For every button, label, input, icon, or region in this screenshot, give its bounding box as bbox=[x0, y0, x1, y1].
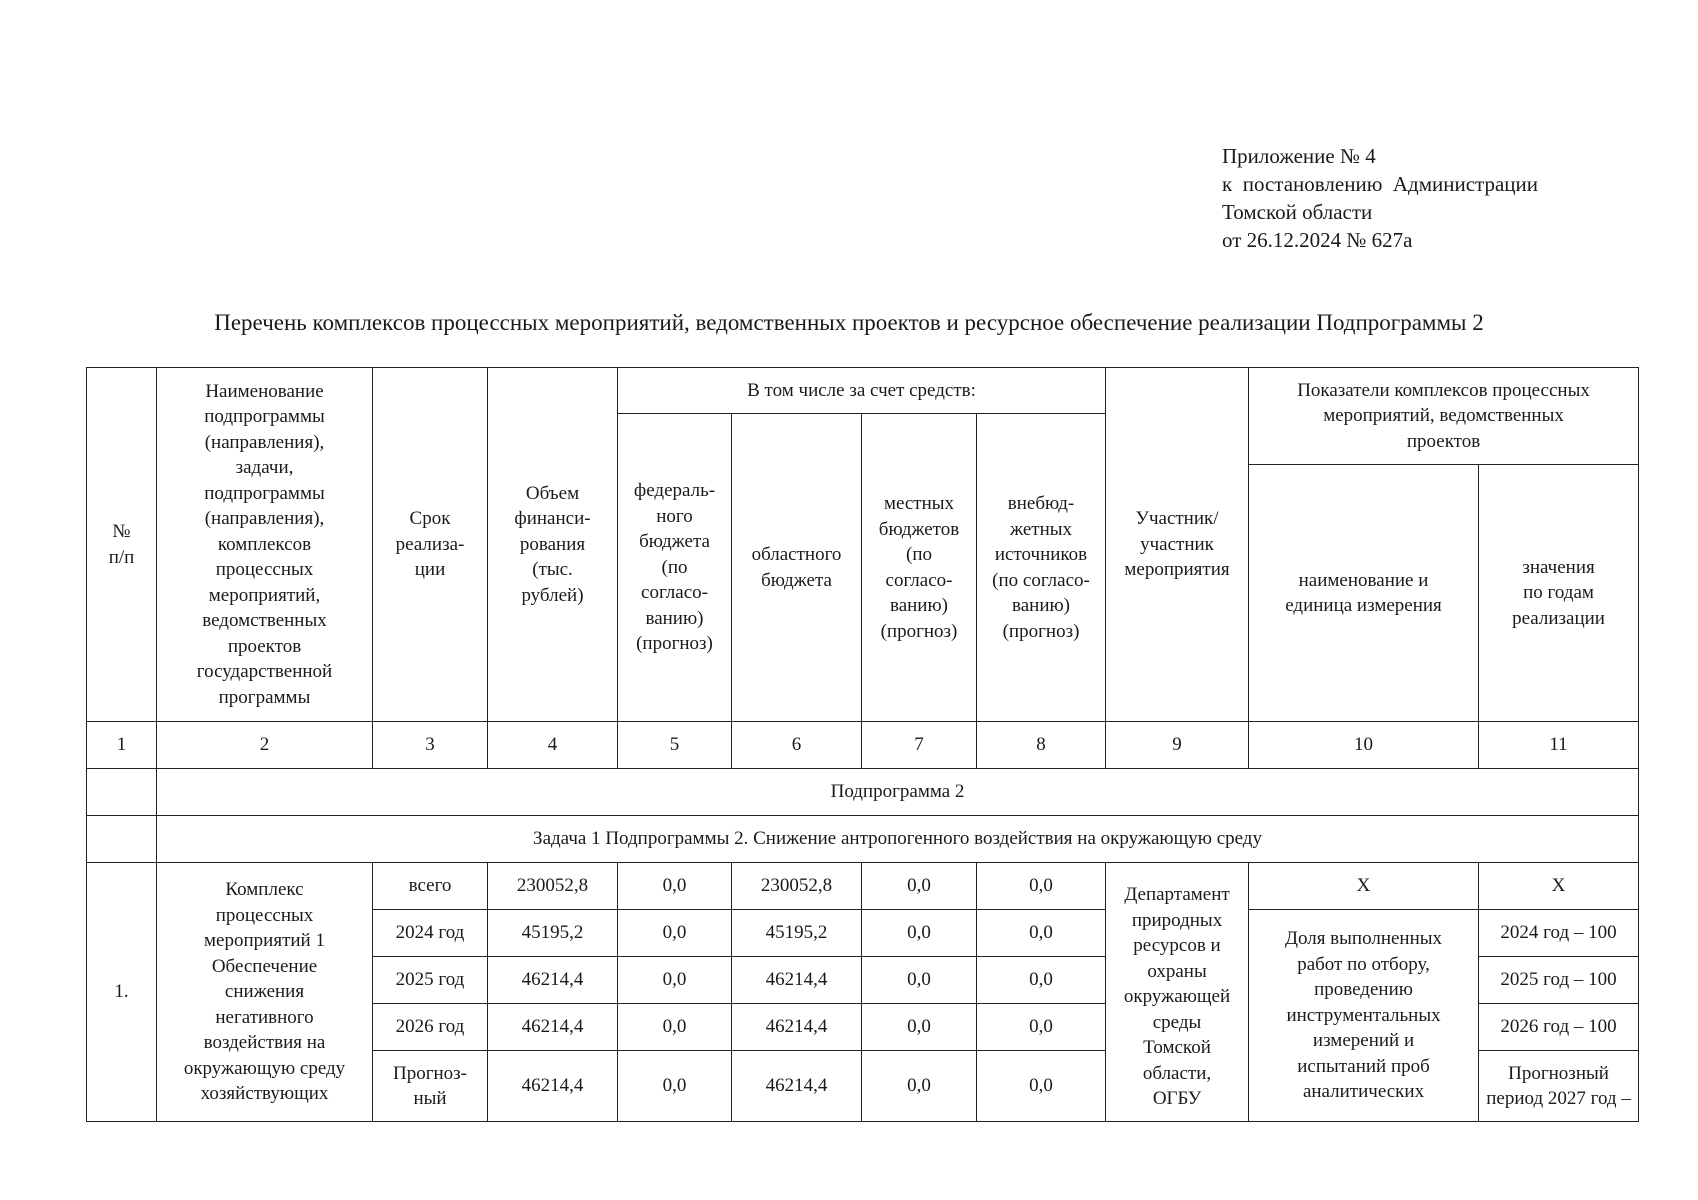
local-cell: 0,0 bbox=[862, 910, 977, 957]
term-cell: всего bbox=[373, 863, 488, 910]
appendix-line: Томской области bbox=[1222, 200, 1373, 224]
extra-cell: 0,0 bbox=[977, 1051, 1106, 1122]
term-cell: 2024 год bbox=[373, 910, 488, 957]
header-federal: федераль- ного бюджета (по согласо- ванию) (прогноз) bbox=[618, 414, 732, 722]
column-number: 6 bbox=[732, 722, 862, 769]
column-number: 5 bbox=[618, 722, 732, 769]
subprogram-label: Подпрограмма 2 bbox=[157, 769, 1639, 816]
regional-cell: 46214,4 bbox=[732, 1051, 862, 1122]
header-ind-values: значения по годам реализации bbox=[1479, 465, 1639, 722]
volume-cell: 45195,2 bbox=[488, 910, 618, 957]
column-number-row bbox=[87, 722, 1639, 769]
indicator-name-cell: Доля выполненных работ по отбору, проведению инструментальных измерений и испытаний проб аналитических bbox=[1249, 910, 1479, 1122]
appendix-line: от 26.12.2024 № 627а bbox=[1222, 228, 1413, 252]
header-extra: внебюд- жетных источников (по согласо- ванию) (прогноз) bbox=[977, 414, 1106, 722]
task-row bbox=[87, 816, 1639, 863]
appendix-line: Приложение № 4 bbox=[1222, 144, 1376, 168]
table-row bbox=[87, 863, 1639, 910]
item-number: 1. bbox=[87, 863, 157, 1122]
column-number: 10 bbox=[1249, 722, 1479, 769]
term-cell: Прогноз- ный bbox=[373, 1051, 488, 1122]
federal-cell: 0,0 bbox=[618, 910, 732, 957]
column-number: 2 bbox=[157, 722, 373, 769]
regional-cell: 46214,4 bbox=[732, 1004, 862, 1051]
header-indicators: Показатели комплексов процессных мероприятий, ведомственных проектов bbox=[1249, 368, 1639, 465]
indicator-x-cell: Х bbox=[1249, 863, 1479, 910]
subprogram-row bbox=[87, 769, 1639, 816]
column-number: 4 bbox=[488, 722, 618, 769]
extra-cell: 0,0 bbox=[977, 1004, 1106, 1051]
empty-cell bbox=[87, 816, 157, 863]
appendix-line: к постановлению Администрации bbox=[1222, 172, 1539, 196]
header-num: № п/п bbox=[87, 368, 157, 722]
extra-cell: 0,0 bbox=[977, 863, 1106, 910]
empty-cell bbox=[87, 769, 157, 816]
volume-cell: 46214,4 bbox=[488, 1051, 618, 1122]
column-number: 7 bbox=[862, 722, 977, 769]
volume-cell: 230052,8 bbox=[488, 863, 618, 910]
extra-cell: 0,0 bbox=[977, 910, 1106, 957]
values-x-cell: Х bbox=[1479, 863, 1639, 910]
column-number: 1 bbox=[87, 722, 157, 769]
value-cell: 2026 год – 100 bbox=[1479, 1004, 1639, 1051]
term-cell: 2026 год bbox=[373, 1004, 488, 1051]
local-cell: 0,0 bbox=[862, 1051, 977, 1122]
document-title: Перечень комплексов процессных мероприятий, ведомственных проектов и ресурсное обеспечение реализации Подпрограммы 2 bbox=[214, 310, 1484, 335]
column-number: 9 bbox=[1106, 722, 1249, 769]
value-cell: 2025 год – 100 bbox=[1479, 957, 1639, 1004]
volume-cell: 46214,4 bbox=[488, 957, 618, 1004]
header-ind-name: наименование и единица измерения bbox=[1249, 465, 1479, 722]
header-regional: областного бюджета bbox=[732, 414, 862, 722]
local-cell: 0,0 bbox=[862, 1004, 977, 1051]
federal-cell: 0,0 bbox=[618, 863, 732, 910]
value-cell: Прогнозный период 2027 год – bbox=[1479, 1051, 1639, 1122]
column-number: 8 bbox=[977, 722, 1106, 769]
regional-cell: 230052,8 bbox=[732, 863, 862, 910]
term-cell: 2025 год bbox=[373, 957, 488, 1004]
local-cell: 0,0 bbox=[862, 863, 977, 910]
participant-cell: Департамент природных ресурсов и охраны окружающей среды Томской области, ОГБУ bbox=[1106, 863, 1249, 1122]
regional-cell: 45195,2 bbox=[732, 910, 862, 957]
federal-cell: 0,0 bbox=[618, 1004, 732, 1051]
header-volume: Объем финанси- рования (тыс. рублей) bbox=[488, 368, 618, 722]
federal-cell: 0,0 bbox=[618, 957, 732, 1004]
volume-cell: 46214,4 bbox=[488, 1004, 618, 1051]
header-local: местных бюджетов (по согласо- ванию) (прогноз) bbox=[862, 414, 977, 722]
item-name: Комплекс процессных мероприятий 1 Обеспечение снижения негативного воздействия на окружающую среду хозяйствующих bbox=[157, 863, 373, 1122]
extra-cell: 0,0 bbox=[977, 957, 1106, 1004]
appendix-block bbox=[1222, 142, 1538, 254]
task-label: Задача 1 Подпрограммы 2. Снижение антропогенного воздействия на окружающую среду bbox=[157, 816, 1639, 863]
header-including: В том числе за счет средств: bbox=[618, 368, 1106, 414]
header-term: Срок реализа- ции bbox=[373, 368, 488, 722]
value-cell: 2024 год – 100 bbox=[1479, 910, 1639, 957]
program-table bbox=[86, 367, 1639, 1122]
federal-cell: 0,0 bbox=[618, 1051, 732, 1122]
header-row bbox=[87, 368, 1639, 414]
regional-cell: 46214,4 bbox=[732, 957, 862, 1004]
header-participant: Участник/ участник мероприятия bbox=[1106, 368, 1249, 722]
column-number: 11 bbox=[1479, 722, 1639, 769]
local-cell: 0,0 bbox=[862, 957, 977, 1004]
column-number: 3 bbox=[373, 722, 488, 769]
header-name: Наименование подпрограммы (направления), задачи, подпрограммы (направления), комплексов процессных мероприятий, ведомственных проектов государственной программы bbox=[157, 368, 373, 722]
